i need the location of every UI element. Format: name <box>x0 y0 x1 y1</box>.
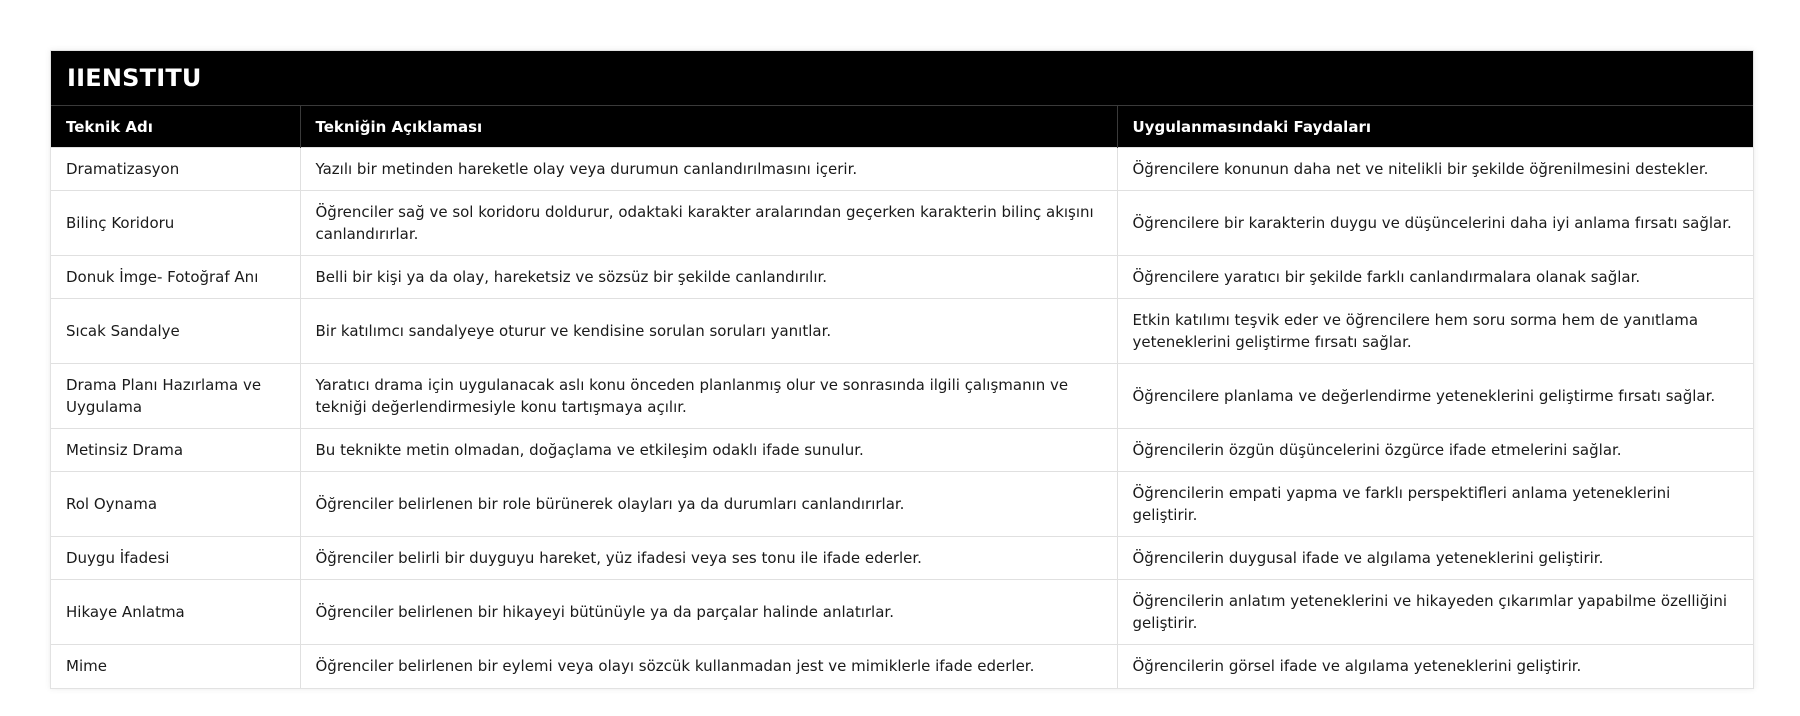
technique-benefit-cell: Öğrencilere yaratıcı bir şekilde farklı canlandırmalara olanak sağlar. <box>1117 256 1753 299</box>
technique-description-cell: Öğrenciler belirli bir duyguyu hareket, yüz ifadesi veya ses tonu ile ifade ederler. <box>300 537 1117 580</box>
technique-description-cell: Yazılı bir metinden hareketle olay veya durumun canlandırılmasını içerir. <box>300 148 1117 191</box>
technique-benefit-cell: Öğrencilerin görsel ifade ve algılama yeteneklerini geliştirir. <box>1117 645 1753 688</box>
technique-name-cell: Mime <box>51 645 300 688</box>
technique-benefit-cell: Öğrencilere bir karakterin duygu ve düşüncelerini daha iyi anlama fırsatı sağlar. <box>1117 191 1753 256</box>
technique-name-cell: Duygu İfadesi <box>51 537 300 580</box>
technique-name-cell: Donuk İmge- Fotoğraf Anı <box>51 256 300 299</box>
column-header-technique-description: Tekniğin Açıklaması <box>300 106 1117 148</box>
technique-benefit-cell: Öğrencilerin empati yapma ve farklı perspektifleri anlama yeteneklerini geliştirir. <box>1117 472 1753 537</box>
table-row <box>51 256 1753 299</box>
technique-description-cell: Yaratıcı drama için uygulanacak aslı konu önceden planlanmış olur ve sonrasında ilgili çalışmanın ve tekniği değerlendirmesiyle konu tartışmaya açılır. <box>300 364 1117 429</box>
technique-description-cell: Bu teknikte metin olmadan, doğaçlama ve etkileşim odaklı ifade sunulur. <box>300 429 1117 472</box>
brand-title: IIENSTITU <box>51 51 1753 105</box>
technique-benefit-cell: Öğrencilerin duygusal ifade ve algılama yeteneklerini geliştirir. <box>1117 537 1753 580</box>
technique-description-cell: Belli bir kişi ya da olay, hareketsiz ve sözsüz bir şekilde canlandırılır. <box>300 256 1117 299</box>
technique-name-cell: Sıcak Sandalye <box>51 299 300 364</box>
table-row <box>51 364 1753 429</box>
techniques-table-card <box>50 50 1754 689</box>
techniques-table <box>51 105 1753 688</box>
technique-description-cell: Bir katılımcı sandalyeye oturur ve kendisine sorulan soruları yanıtlar. <box>300 299 1117 364</box>
technique-benefit-cell: Öğrencilerin özgün düşüncelerini özgürce ifade etmelerini sağlar. <box>1117 429 1753 472</box>
technique-description-cell: Öğrenciler sağ ve sol koridoru doldurur, odaktaki karakter aralarından geçerken karakterin bilinç akışını canlandırırlar. <box>300 191 1117 256</box>
technique-description-cell: Öğrenciler belirlenen bir eylemi veya olayı sözcük kullanmadan jest ve mimiklerle ifade ederler. <box>300 645 1117 688</box>
table-row <box>51 299 1753 364</box>
table-row <box>51 645 1753 688</box>
table-row <box>51 148 1753 191</box>
column-header-benefits: Uygulanmasındaki Faydaları <box>1117 106 1753 148</box>
technique-name-cell: Bilinç Koridoru <box>51 191 300 256</box>
table-row <box>51 191 1753 256</box>
technique-name-cell: Hikaye Anlatma <box>51 580 300 645</box>
column-header-technique-name: Teknik Adı <box>51 106 300 148</box>
technique-description-cell: Öğrenciler belirlenen bir role bürünerek olayları ya da durumları canlandırırlar. <box>300 472 1117 537</box>
table-row <box>51 429 1753 472</box>
technique-name-cell: Drama Planı Hazırlama ve Uygulama <box>51 364 300 429</box>
technique-name-cell: Rol Oynama <box>51 472 300 537</box>
technique-description-cell: Öğrenciler belirlenen bir hikayeyi bütünüyle ya da parçalar halinde anlatırlar. <box>300 580 1117 645</box>
technique-benefit-cell: Öğrencilerin anlatım yeteneklerini ve hikayeden çıkarımlar yapabilme özelliğini geliştirir. <box>1117 580 1753 645</box>
technique-benefit-cell: Öğrencilere planlama ve değerlendirme yeteneklerini geliştirme fırsatı sağlar. <box>1117 364 1753 429</box>
technique-benefit-cell: Öğrencilere konunun daha net ve nitelikli bir şekilde öğrenilmesini destekler. <box>1117 148 1753 191</box>
table-row <box>51 537 1753 580</box>
technique-name-cell: Dramatizasyon <box>51 148 300 191</box>
technique-name-cell: Metinsiz Drama <box>51 429 300 472</box>
table-row <box>51 580 1753 645</box>
table-header-row <box>51 106 1753 148</box>
table-row <box>51 472 1753 537</box>
technique-benefit-cell: Etkin katılımı teşvik eder ve öğrencilere hem soru sorma hem de yanıtlama yeteneklerini geliştirme fırsatı sağlar. <box>1117 299 1753 364</box>
